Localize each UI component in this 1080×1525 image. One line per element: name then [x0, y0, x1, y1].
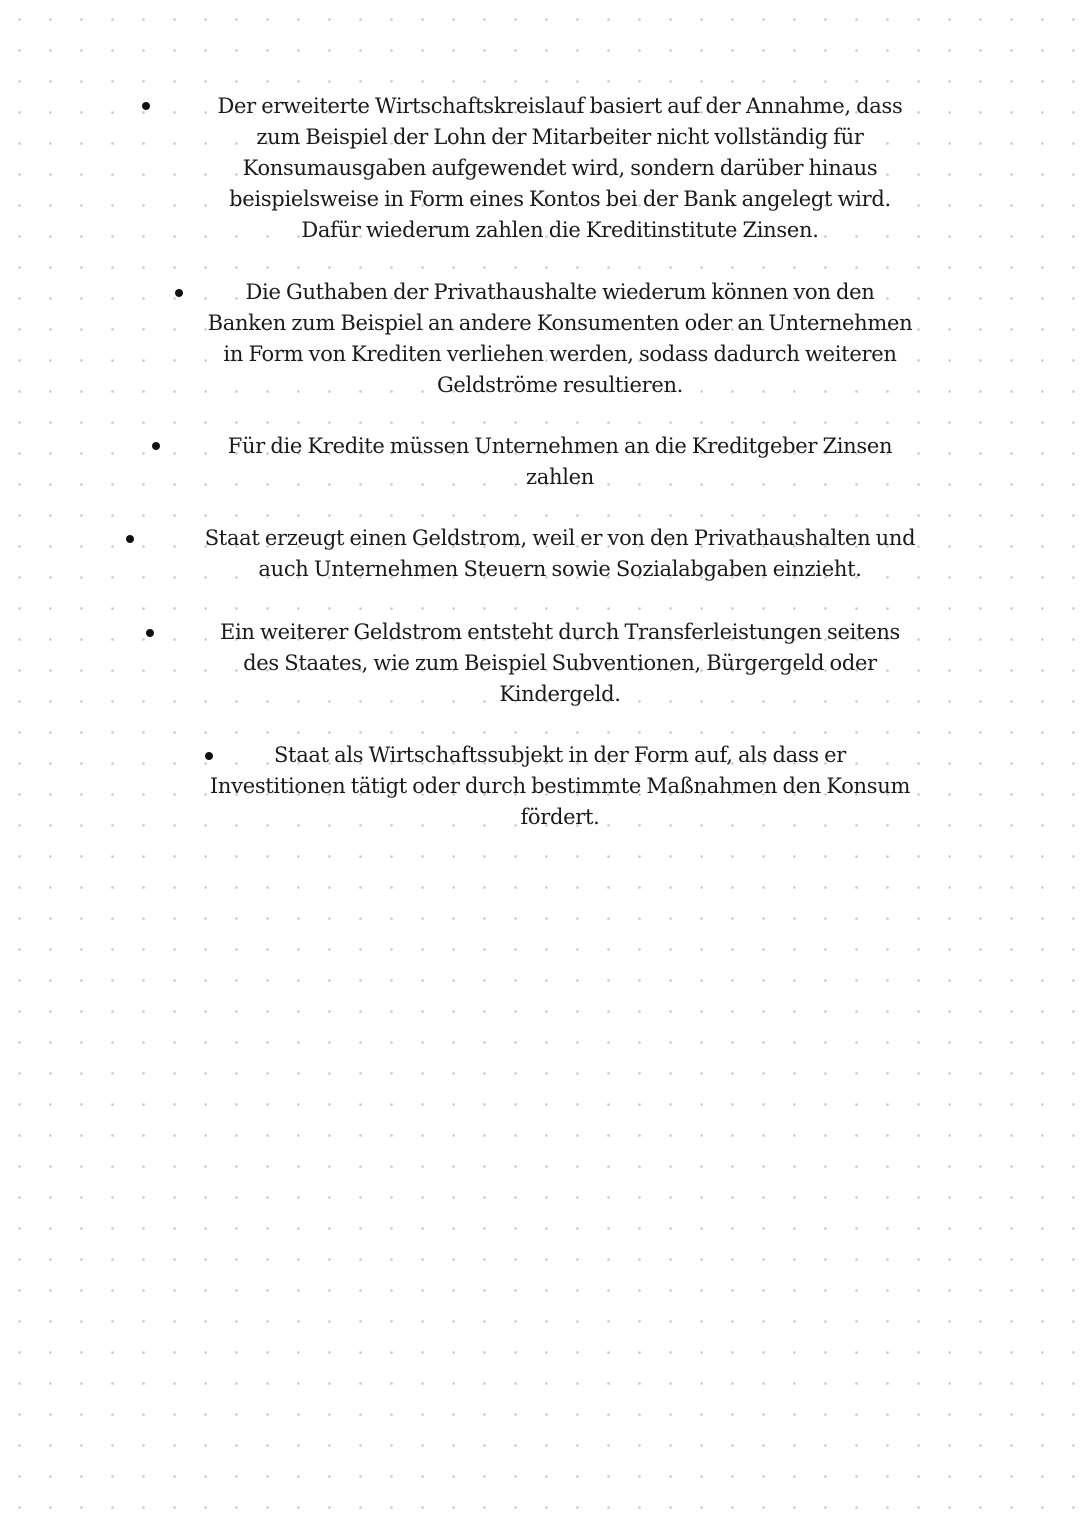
bullet-paragraph-2	[140, 277, 980, 401]
paragraph-line: Staat erzeugt einen Geldstrom, weil er von den Privathaushalten und	[204, 526, 916, 550]
paragraph-line: in Form von Krediten verliehen werden, sodass dadurch weiteren	[223, 342, 897, 366]
bullet-paragraph-1	[140, 91, 980, 246]
paragraph-line: Kindergeld.	[499, 682, 621, 706]
paragraph-line: beispielsweise in Form eines Kontos bei der Bank angelegt wird.	[229, 187, 891, 211]
paragraph-line: Investitionen tätigt oder durch bestimmte Maßnahmen den Konsum	[209, 774, 911, 798]
bullet-paragraph-5	[140, 617, 980, 710]
paragraph-line: Ein weiterer Geldstrom entsteht durch Transferleistungen seitens	[219, 620, 901, 644]
paragraph-line: zahlen	[526, 465, 594, 489]
paragraph-line: Dafür wiederum zahlen die Kreditinstitute Zinsen.	[301, 218, 819, 242]
paragraph-line: Konsumausgaben aufgewendet wird, sondern darüber hinaus	[242, 156, 878, 180]
paragraph-line: Für die Kredite müssen Unternehmen an die Kreditgeber Zinsen	[227, 434, 893, 458]
paragraph-line: Die Guthaben der Privathaushalte wiederum können von den	[245, 280, 875, 304]
paragraph-line: zum Beispiel der Lohn der Mitarbeiter nicht vollständig für	[256, 125, 864, 149]
paragraph-line: Der erweiterte Wirtschaftskreislauf basiert auf der Annahme, dass	[217, 94, 903, 118]
paragraph-line: auch Unternehmen Steuern sowie Sozialabgaben einzieht.	[258, 557, 862, 581]
paragraph-line: Banken zum Beispiel an andere Konsumenten oder an Unternehmen	[207, 311, 913, 335]
paragraph-line: des Staates, wie zum Beispiel Subventionen, Bürgergeld oder	[243, 651, 877, 675]
paragraph-line: Staat als Wirtschaftssubjekt in der Form auf, als dass er	[273, 743, 847, 767]
paragraph-line: Geldströme resultieren.	[436, 373, 684, 397]
bullet-paragraph-3	[140, 431, 980, 493]
bullet-paragraph-6	[140, 740, 980, 833]
paragraph-line: fördert.	[520, 805, 600, 829]
bullet-paragraph-4	[130, 523, 990, 585]
